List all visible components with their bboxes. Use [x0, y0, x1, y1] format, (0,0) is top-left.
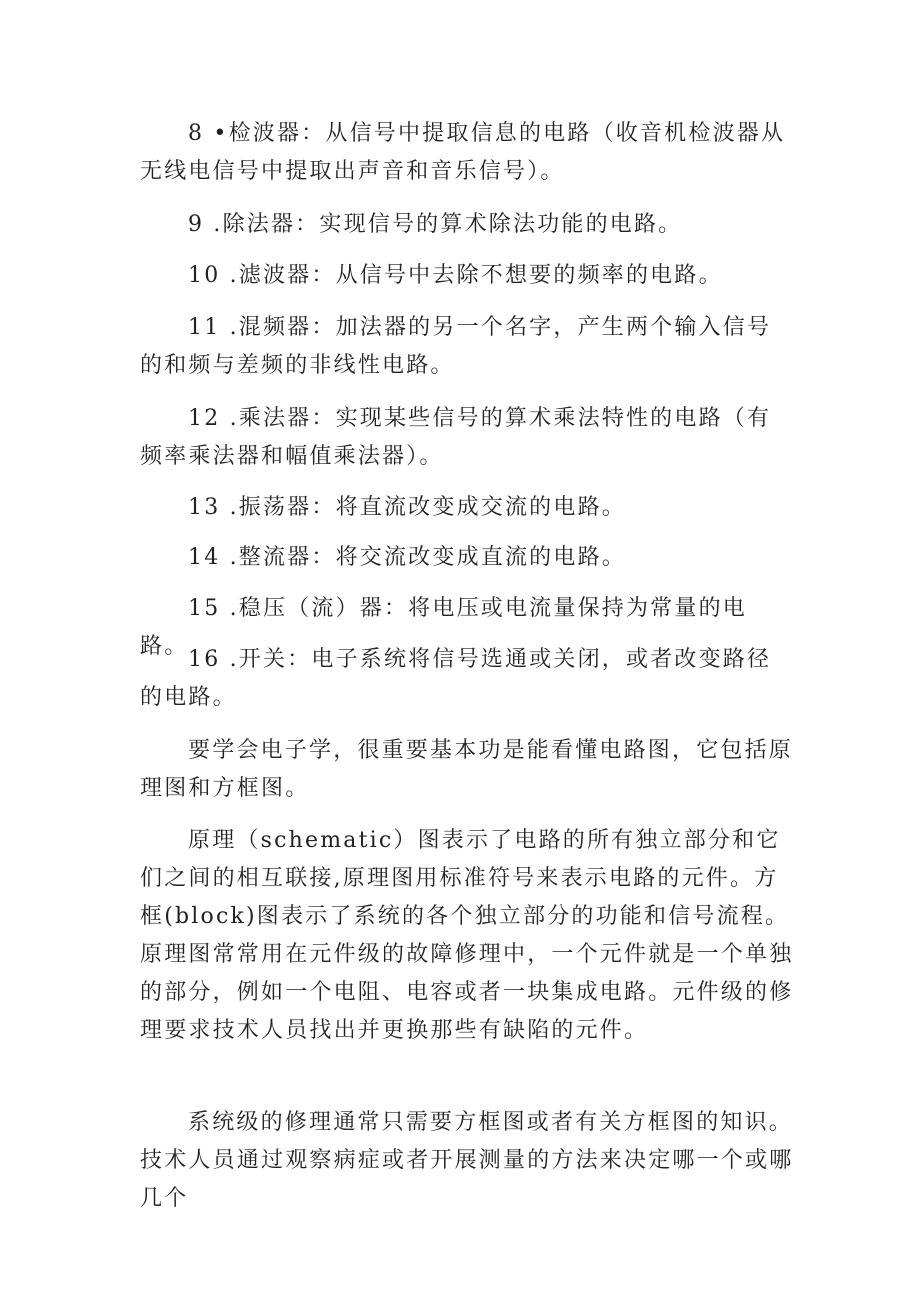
paragraph-filter: 10 .滤波器：从信号中去除不想要的频率的电路。 — [188, 263, 723, 288]
paragraph-system-repair: 系统级的修理通常只需要方框图或者有关方框图的知识。技术人员通过观察病症或者开展测量的方法来决定哪一个或哪几个 — [140, 1110, 794, 1211]
paragraph-mixer: 11 .混频器：加法器的另一个名字，产生两个输入信号的和频与差频的非线性电路。 — [140, 315, 772, 378]
paragraph-divider: 9 .除法器：实现信号的算术除法功能的电路。 — [188, 212, 683, 237]
paragraph-rectifier: 14 .整流器：将交流改变成直流的电路。 — [188, 545, 626, 570]
paragraph-oscillator: 13 .振荡器：将直流改变成交流的电路。 — [188, 495, 626, 520]
paragraph-learning-electronics: 要学会电子学，很重要基本功是能看懂电路图，它包括原理图和方框图。 — [140, 738, 794, 801]
paragraph-switch: 16 .开关：电子系统将信号选通或关闭，或者改变路径的电路。 — [140, 647, 772, 710]
paragraph-multiplier: 12 .乘法器：实现某些信号的算术乘法特性的电路（有频率乘法器和幅值乘法器）。 — [140, 406, 772, 469]
paragraph-schematic-block: 原理（schematic）图表示了电路的所有独立部分和它们之间的相互联接,原理图用标准符号来表示电路的元件。方框(block)图表示了系统的各个独立部分的功能和信号流程。原理图常常用在元件级的故障修理中，一个元件就是一个单独的部分，例如一个电阻、电容或者一块集成电路。元件级的修理要求技术人员找出并更换那些有缺陷的元件。 — [140, 828, 794, 1043]
paragraph-regulator: 15 .稳压（流）器：将电压或电流量保持为常量的电路。 — [140, 596, 747, 659]
paragraph-detector: 8 •检波器：从信号中提取信息的电路（收音机检波器从无线电信号中提取出声音和音乐信号）。 — [140, 121, 786, 184]
